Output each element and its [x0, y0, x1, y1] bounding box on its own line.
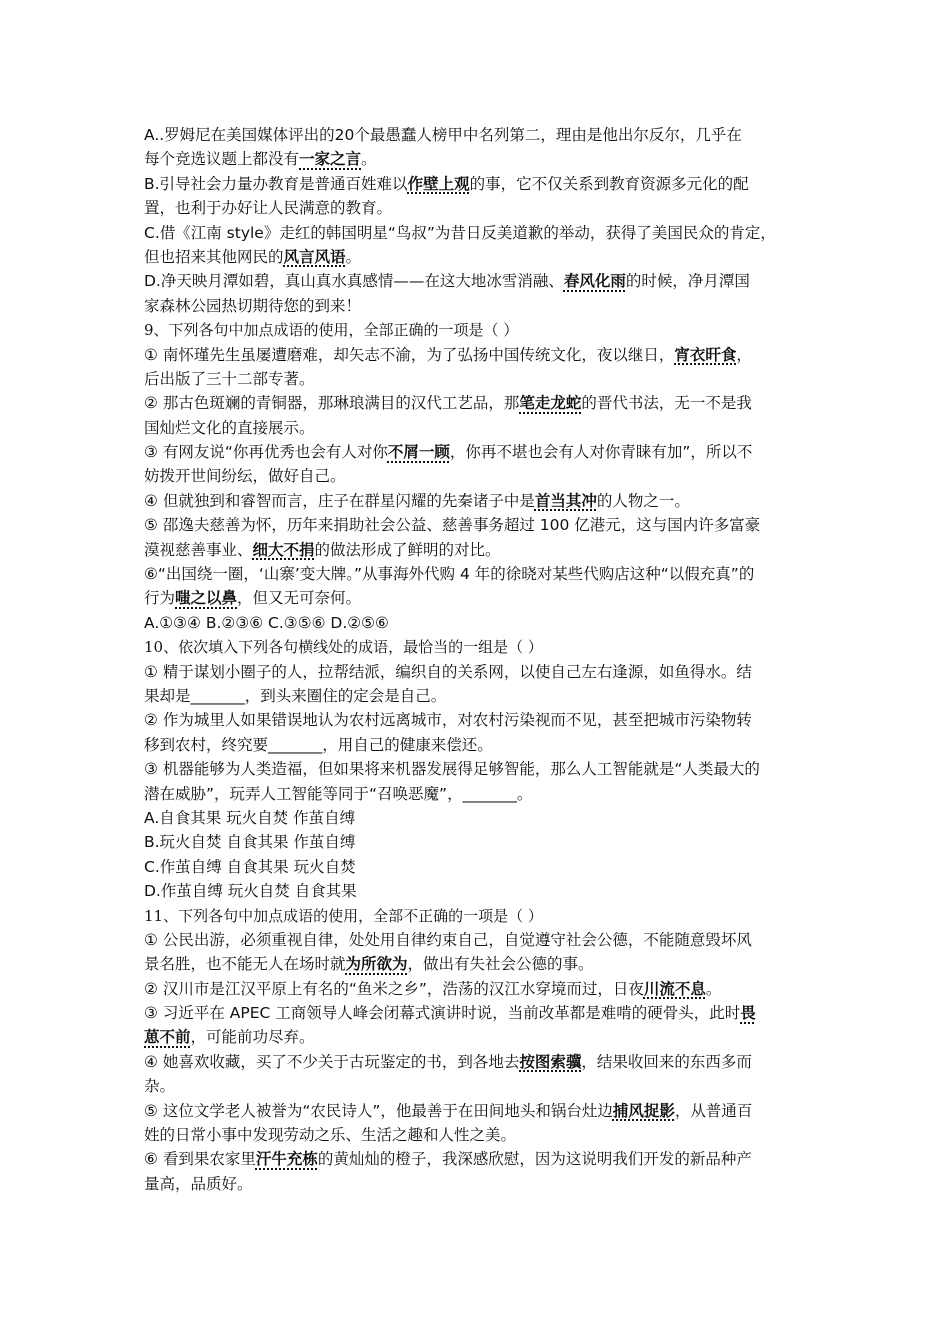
- text-run: 的时候，净月潭国: [625, 272, 750, 291]
- text-line: [144, 1172, 812, 1196]
- text-line: [144, 928, 812, 952]
- text-line: [144, 464, 812, 488]
- text-line: [144, 440, 812, 464]
- text-line: [144, 586, 812, 610]
- text-line: [144, 1099, 812, 1123]
- text-line: [144, 1147, 812, 1171]
- question-heading: [144, 318, 812, 342]
- text-run: ① 精于谋划小圈子的人，拉帮结派，编织自的关系网，以使自己左右逢源，如鱼得水。结: [144, 662, 752, 681]
- text-run: ⑤ 邵逸夫慈善为怀，历年来捐助社会公益、慈善事务超过 100 亿港元，这与国内许多富豪: [144, 516, 761, 535]
- text-run: 量高，品质好。: [144, 1174, 253, 1193]
- emphasized-idiom: 宵衣旰食: [674, 345, 737, 364]
- text-line: [144, 416, 812, 440]
- text-run: ② 那古色斑斓的青铜器，那琳琅满目的汉代工艺品，那: [144, 394, 520, 413]
- text-run: 10、依次填入下列各句横线处的成语，最恰当的一组是（ ）: [144, 638, 543, 657]
- text-line: [144, 806, 812, 830]
- text-line: [144, 513, 812, 537]
- text-run: ，做出有失社会公德的事。: [407, 955, 594, 974]
- text-run: ④ 她喜欢收藏，买了不少关于古玩鉴定的书，到各地去: [144, 1052, 520, 1071]
- text-line: [144, 196, 812, 220]
- text-run: ⑥“出国绕一圈，‘山寨’变大牌。”从事海外代购 4 年的徐晓对某些代购店这种“以假充真”的: [144, 565, 755, 584]
- text-line: [144, 562, 812, 586]
- text-line: [144, 172, 812, 196]
- text-run: 的晋代书法，无一不是我: [581, 394, 752, 413]
- text-line: [144, 294, 812, 318]
- text-run: 果却是_______，到头来圈住的定会是自己。: [144, 686, 447, 705]
- text-line: [144, 782, 812, 806]
- text-run: 姓的日常小事中发现劳动之乐、生活之趣和人性之美。: [144, 1126, 517, 1145]
- text-run: ① 南怀瑾先生虽屡遭磨难，却矢志不渝，为了弘扬中国传统文化，夜以继日，: [144, 345, 675, 364]
- emphasized-idiom: 畏: [740, 1004, 756, 1023]
- text-run: 后出版了三十二部专著。: [144, 369, 315, 388]
- text-line: [144, 733, 812, 757]
- text-run: 。: [361, 150, 377, 169]
- text-line: [144, 757, 812, 781]
- text-line: [144, 611, 812, 635]
- text-run: 的做法形成了鲜明的对比。: [314, 540, 501, 559]
- text-run: ，可能前功尽弃。: [190, 1028, 315, 1047]
- emphasized-idiom: 按图索骥: [519, 1052, 582, 1071]
- text-run: C.借《江南 style》走红的韩国明星“鸟叔”为昔日反美道歉的举动，获得了美国民众的肯定，: [144, 223, 776, 242]
- text-line: [144, 1074, 812, 1098]
- text-line: [144, 977, 812, 1001]
- text-run: 的人物之一。: [596, 491, 690, 510]
- text-run: 。: [705, 979, 722, 998]
- text-run: 漠视慈善事业、: [144, 540, 253, 559]
- emphasized-idiom: 作壁上观: [407, 174, 470, 193]
- emphasized-idiom: 一家之言: [299, 150, 362, 169]
- text-line: [144, 952, 812, 976]
- question-heading: [144, 635, 812, 659]
- emphasized-idiom: 春风化雨: [563, 272, 626, 291]
- text-line: [144, 855, 812, 879]
- text-run: 每个竞选议题上都没有: [144, 150, 300, 169]
- text-line: [144, 489, 812, 513]
- emphasized-idiom: 川流不息: [643, 979, 706, 998]
- emphasized-idiom: 不屑一顾: [387, 443, 450, 462]
- text-run: D.净天映月潭如碧，真山真水真感情——在这大地冰雪消融、: [144, 272, 564, 291]
- text-run: ① 公民出游，必须重视自律，处处用自律约束自己，自觉遵守社会公德，不能随意毁坏风: [144, 930, 752, 949]
- text-line: [144, 538, 812, 562]
- text-run: ④ 但就独到和睿智而言，庄子在群星闪耀的先秦诸子中是: [144, 491, 535, 510]
- emphasized-idiom: 为所欲为: [345, 955, 408, 974]
- emphasized-idiom: 首当其冲: [534, 491, 597, 510]
- emphasized-idiom: 笔走龙蛇: [519, 394, 582, 413]
- question-heading: [144, 904, 812, 928]
- text-run: ⑤ 这位文学老人被誉为“农民诗人”，他最善于在田间地头和锅台灶边: [144, 1101, 613, 1120]
- text-run: 景名胜，也不能无人在场时就: [144, 955, 346, 974]
- text-line: [144, 1123, 812, 1147]
- text-line: [144, 660, 812, 684]
- text-run: ③ 习近平在 APEC 工商领导人峰会闭幕式演讲时说，当前改革都是难啃的硬骨头，此时: [144, 1004, 741, 1023]
- text-run: 杂。: [144, 1077, 176, 1096]
- text-run: A.①③④ B.②③⑥ C.③⑤⑥ D.②⑤⑥: [144, 613, 389, 632]
- text-run: 置，也利于办好让人民满意的教育。: [144, 199, 393, 218]
- text-run: ③ 机器能够为人类造福，但如果将来机器发展得足够智能，那么人工智能就是“人类最大的: [144, 760, 760, 779]
- text-run: C.作茧自缚 自食其果 玩火自焚: [144, 857, 356, 876]
- text-run: 国灿烂文化的直接展示。: [144, 418, 315, 437]
- text-run: 9、下列各句中加点成语的使用，全部正确的一项是（ ）: [144, 321, 519, 340]
- text-run: 的事，它不仅关系到教育资源多元化的配: [469, 174, 749, 193]
- text-run: 家森林公园热切期待您的到来！: [144, 296, 362, 315]
- text-line: [144, 708, 812, 732]
- text-run: A.自食其果 玩火自焚 作茧自缚: [144, 808, 356, 827]
- emphasized-idiom: 葸不前: [144, 1028, 191, 1047]
- text-line: [144, 684, 812, 708]
- text-run: ③ 有网友说“你再优秀也会有人对你: [144, 443, 388, 462]
- text-line: [144, 1001, 812, 1025]
- text-run: ，从普通百: [674, 1101, 753, 1120]
- text-line: [144, 123, 812, 147]
- text-run: ⑥ 看到果农家里: [144, 1150, 256, 1169]
- text-run: 潜在威胁”，玩弄人工智能等同于“召唤恶魔”，_______。: [144, 784, 533, 803]
- text-run: ，但又无可奈何。: [237, 589, 362, 608]
- text-line: [144, 367, 812, 391]
- text-run: 但也招来其他网民的: [144, 247, 284, 266]
- text-line: [144, 221, 812, 245]
- text-run: B.引导社会力量办教育是普通百姓难以: [144, 174, 408, 193]
- emphasized-idiom: 汗牛充栋: [255, 1150, 318, 1169]
- text-run: D.作茧自缚 玩火自焚 自食其果: [144, 882, 357, 901]
- text-run: 行为: [144, 589, 176, 608]
- text-run: 移到农村，终究要_______，用自己的健康来偿还。: [144, 735, 493, 754]
- text-line: [144, 1050, 812, 1074]
- text-line: [144, 343, 812, 367]
- text-line: [144, 147, 812, 171]
- text-run: ，你再不堪也会有人对你青睐有加”，所以不: [449, 443, 753, 462]
- text-line: [144, 245, 812, 269]
- text-run: B.玩火自焚 自食其果 作茧自缚: [144, 833, 356, 852]
- text-run: ，: [736, 345, 752, 364]
- text-run: 。: [345, 247, 362, 266]
- text-run: 妨拨开世间纷纭，做好自己。: [144, 467, 346, 486]
- emphasized-idiom: 细大不捐: [252, 540, 315, 559]
- text-run: ② 汉川市是江汉平原上有名的“鱼米之乡”，浩荡的汉江水穿境而过，日夜: [144, 979, 644, 998]
- text-run: 11、下列各句中加点成语的使用，全部不正确的一项是（ ）: [144, 906, 543, 925]
- emphasized-idiom: 嗤之以鼻: [175, 589, 238, 608]
- text-run: ，结果收回来的东西多而: [581, 1052, 752, 1071]
- text-run: ② 作为城里人如果错误地认为农村远离城市，对农村污染视而不见，甚至把城市污染物转: [144, 711, 752, 730]
- emphasized-idiom: 风言风语: [283, 247, 346, 266]
- text-line: [144, 830, 812, 854]
- text-line: [144, 391, 812, 415]
- text-run: A..罗姆尼在美国媒体评出的20个最愚蠢人榜甲中名列第二，理由是他出尔反尔，几乎在: [144, 126, 742, 144]
- text-line: [144, 1025, 812, 1049]
- emphasized-idiom: 捕风捉影: [612, 1101, 675, 1120]
- text-run: 的黄灿灿的橙子，我深感欣慰，因为这说明我们开发的新品种产: [317, 1150, 752, 1169]
- document-page: [144, 123, 812, 1196]
- text-line: [144, 269, 812, 293]
- text-line: [144, 879, 812, 903]
